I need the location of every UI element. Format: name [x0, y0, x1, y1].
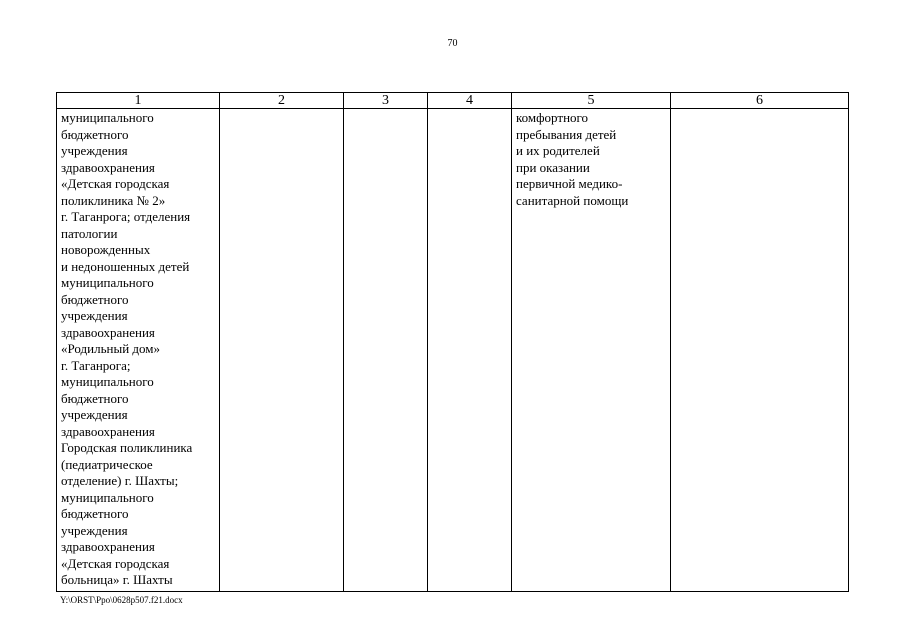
- cell-col-1: [57, 109, 220, 592]
- cell-line: первичной медико-: [516, 176, 623, 191]
- page-number: 70: [447, 38, 458, 49]
- column-header-6: 6: [671, 93, 849, 109]
- table-header-row: [57, 93, 849, 109]
- cell-line: патологии: [61, 225, 118, 241]
- column-header-3: 3: [344, 93, 428, 109]
- cell-line: пребывания детей: [516, 126, 617, 142]
- document-table: [56, 92, 849, 592]
- cell-line: здравоохранения: [61, 324, 155, 340]
- cell-line: бюджетного: [61, 126, 129, 142]
- cell-line: бюджетного: [61, 291, 129, 307]
- cell-line: г. Таганрога;: [61, 357, 131, 373]
- cell-line: больница» г. Шахты: [61, 572, 173, 587]
- cell-line: бюджетного: [61, 390, 129, 406]
- cell-line: и их родителей: [516, 143, 600, 158]
- cell-col-2: [220, 109, 344, 592]
- cell-line: здравоохранения: [61, 159, 155, 175]
- cell-col-5: [512, 109, 671, 592]
- cell-line: при оказании: [516, 159, 590, 175]
- cell-line: учреждения: [61, 407, 128, 422]
- cell-col-3: [344, 109, 428, 592]
- cell-line: Городская поликлиника: [61, 440, 193, 455]
- cell-line: новорожденных: [61, 242, 151, 257]
- column-header-4: 4: [428, 93, 512, 109]
- cell-line: муниципального: [61, 374, 154, 389]
- cell-line: «Родильный дом»: [61, 341, 161, 356]
- column-header-1: 1: [57, 93, 220, 109]
- cell-line: поликлиника № 2»: [61, 192, 166, 208]
- cell-line: муниципального: [61, 489, 154, 505]
- cell-line: «Детская городская: [61, 555, 170, 571]
- cell-line: здравоохранения: [61, 539, 155, 554]
- cell-line: бюджетного: [61, 506, 129, 521]
- cell-line: муниципального: [61, 110, 154, 125]
- cell-line: муниципального: [61, 275, 154, 290]
- cell-line: учреждения: [61, 143, 128, 158]
- cell-line: учреждения: [61, 522, 128, 538]
- column-header-5: 5: [512, 93, 671, 109]
- cell-line: санитарной помощи: [516, 192, 629, 208]
- cell-line: комфортного: [516, 110, 589, 125]
- cell-line: здравоохранения: [61, 423, 155, 439]
- cell-line: отделение) г. Шахты;: [61, 473, 179, 488]
- cell-col-6: [671, 109, 849, 592]
- cell-line: учреждения: [61, 308, 128, 323]
- table-row: [57, 109, 849, 592]
- footer-file-path: Y:\ORST\Ppo\0628p507.f21.docx: [60, 595, 183, 605]
- cell-line: (педиатрическое: [61, 456, 153, 472]
- cell-line: и недоношенных детей: [61, 258, 190, 274]
- column-header-2: 2: [220, 93, 344, 109]
- cell-line: г. Таганрога; отделения: [61, 209, 191, 224]
- cell-line: «Детская городская: [61, 176, 170, 191]
- cell-col-4: [428, 109, 512, 592]
